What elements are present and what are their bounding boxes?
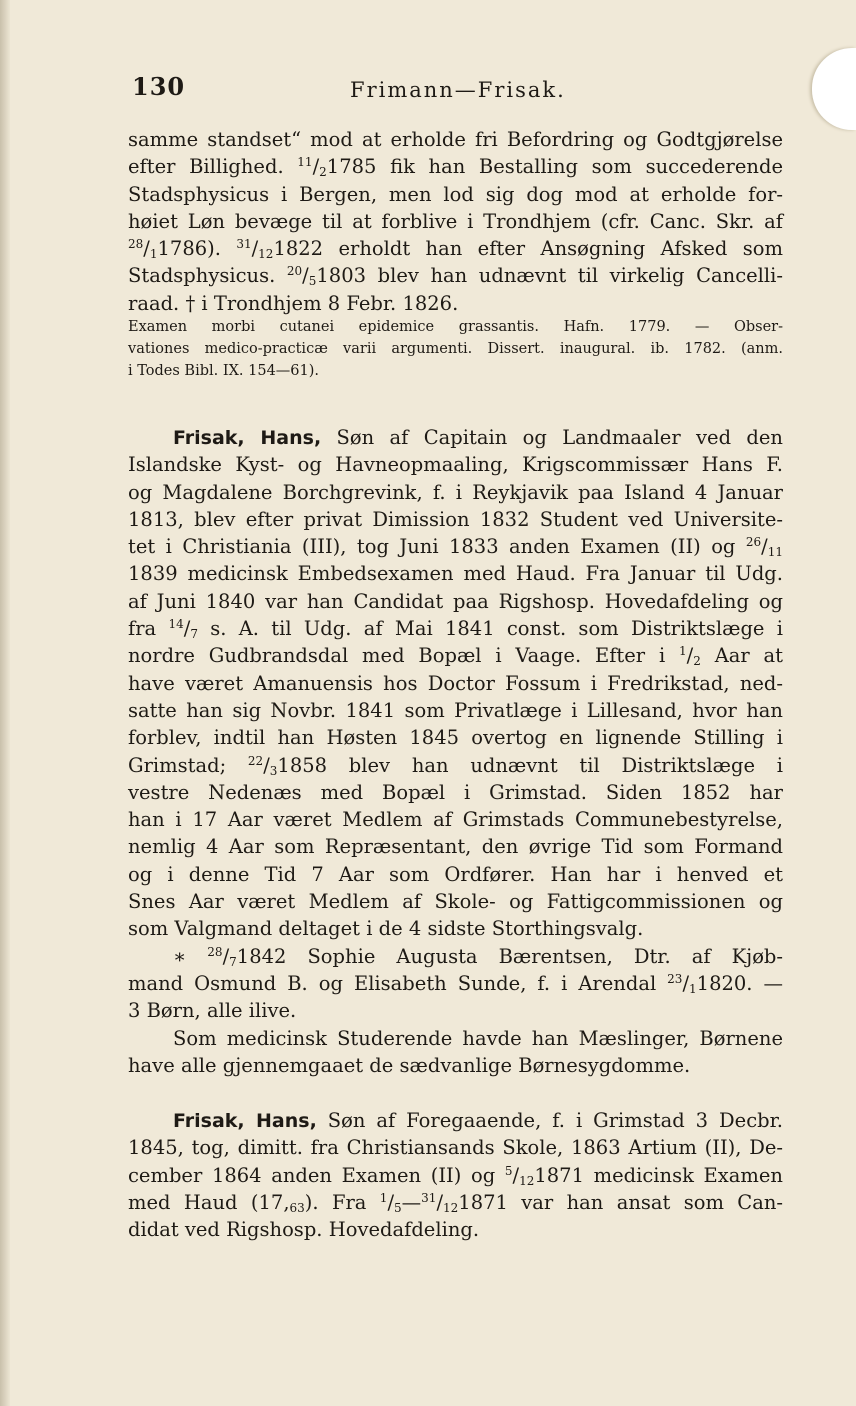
text-line: vestre Nedenæs med Bopæl i Grimstad. Siden 1852 har	[128, 780, 783, 804]
marriage-line: ∗ $^{28}/_71842$ Sophie Augusta Bærentsen, Dtr. af Kjøb-	[173, 944, 784, 969]
page-number: 130	[132, 72, 186, 101]
entry-name: Frisak, Hans,	[173, 1110, 317, 1132]
text-line: Stadsphysicus. $^{20}/_51803$ blev han udnævnt til virkelig Cancelli-	[128, 264, 783, 289]
note-line: Som medicinsk Studerende havde han Mæslinger, Børnene	[173, 1026, 783, 1050]
text-line: med Haud $(17,_{63})$. Fra $^1/_5—^{31}/_{12}1871$ var han ansat som Can-	[128, 1190, 783, 1215]
text-line: og i denne Tid 7 Aar som Ordfører. Han har i henved et	[128, 862, 783, 886]
text-line: Frisak, Hans, Søn af Capitain og Landmaaler ved den	[173, 426, 783, 449]
text-line: Frisak, Hans, Søn af Foregaaende, f. i Grimstad 3 Decbr.	[173, 1109, 783, 1132]
text-line: af Juni 1840 var han Candidat paa Rigshosp. Hovedafdeling og	[128, 589, 783, 613]
text-line: 1813, blev efter privat Dimission 1832 Student ved Universite-	[128, 507, 783, 531]
text-line: som Valgmand deltaget i de 4 sidste Storthingsvalg.	[128, 917, 644, 941]
text-line: didat ved Rigshosp. Hovedafdeling.	[128, 1218, 480, 1242]
text-line: tet i Christiania (III), tog Juni 1833 anden Examen (II) og $^{26}/_{11}$	[128, 535, 783, 560]
entry-name: Frisak, Hans,	[173, 427, 322, 449]
text-line: cember 1864 anden Examen (II) og $^5/_{12}1871$ medicinsk Examen	[128, 1163, 783, 1188]
text-line: Grimstad; $^{22}/_31858$ blev han udnævnt til Distriktslæge i	[128, 753, 783, 778]
note-line: have alle gjennemgaaet de sædvanlige Børnesygdomme.	[128, 1053, 691, 1077]
text-line: Islandske Kyst- og Havneopmaaling, Krigscommissær Hans F.	[128, 453, 783, 477]
text-line: $^{28}/_11786$). $^{31}/_{12}1822$ erholdt han efter Ansøgning Afsked som	[128, 237, 783, 262]
text-line: høiet Løn bevæge til at forblive i Trondhjem (cfr. Canc. Skr. af	[128, 209, 783, 233]
text-line: og Magdalene Borchgrevink, f. i Reykjavik paa Island 4 Januar	[128, 480, 783, 504]
text-line: have været Amanuensis hos Doctor Fossum i Fredrikstad, ned-	[128, 671, 783, 695]
page-edge-shadow	[0, 0, 10, 1406]
marriage-line: 3 Børn, alle ilive.	[128, 999, 297, 1023]
text-line: 1839 medicinsk Embedsexamen med Haud. Fra Januar til Udg.	[128, 562, 783, 586]
text-line: efter Billighed. $^{11}/_21785$ fik han Bestalling som succederende	[128, 155, 783, 180]
torn-page-corner	[812, 48, 856, 130]
text-line: i Todes Bibl. IX. 154—61).	[128, 363, 320, 379]
entry-frisak-hans-senior	[128, 424, 783, 1079]
text-line: fra $^{14}/_7$ s. A. til Udg. af Mai 1841 const. som Distriktslæge i	[128, 617, 783, 642]
text-line: satte han sig Novbr. 1841 som Privatlæge i Lillesand, hvor han	[128, 698, 783, 722]
entry-frisak-hans-junior	[128, 1107, 783, 1243]
text-line: han i 17 Aar været Medlem af Grimstads Communebestyrelse,	[128, 808, 783, 832]
marriage-line: mand Osmund B. og Elisabeth Sunde, f. i Arendal $^{23}/_11820$. —	[128, 971, 783, 996]
text-line: Stadsphysicus i Bergen, men lod sig dog mod at erholde for-	[128, 182, 783, 206]
text-line: 1845, tog, dimitt. fra Christiansands Skole, 1863 Artium (II), De-	[128, 1136, 783, 1160]
text-line: vationes medico-practicæ varii argumenti. Dissert. inaugural. ib. 1782. (anm.	[128, 341, 783, 357]
text-line: raad. † i Trondhjem 8 Febr. 1826.	[128, 291, 459, 315]
text-line: nemlig 4 Aar som Repræsentant, den øvrige Tid som Formand	[128, 835, 783, 859]
bibliography-note	[128, 316, 783, 382]
text-line: Examen morbi cutanei epidemice grassantis. Hafn. 1779. — Obser-	[128, 319, 783, 335]
text-line: samme standset“ mod at erholde fri Befordring og Godtgjørelse	[128, 128, 783, 151]
text-line: nordre Gudbrandsdal med Bopæl i Vaage. Efter i $^1/_2$ Aar at	[128, 644, 784, 669]
text-line: forblev, indtil han Høsten 1845 overtog en lignende Stilling i	[128, 726, 783, 750]
text-line: Snes Aar været Medlem af Skole- og Fattigcommissionen og	[128, 890, 783, 914]
running-head: Frimann—Frisak.	[350, 78, 566, 102]
continuation-paragraph	[128, 126, 783, 317]
